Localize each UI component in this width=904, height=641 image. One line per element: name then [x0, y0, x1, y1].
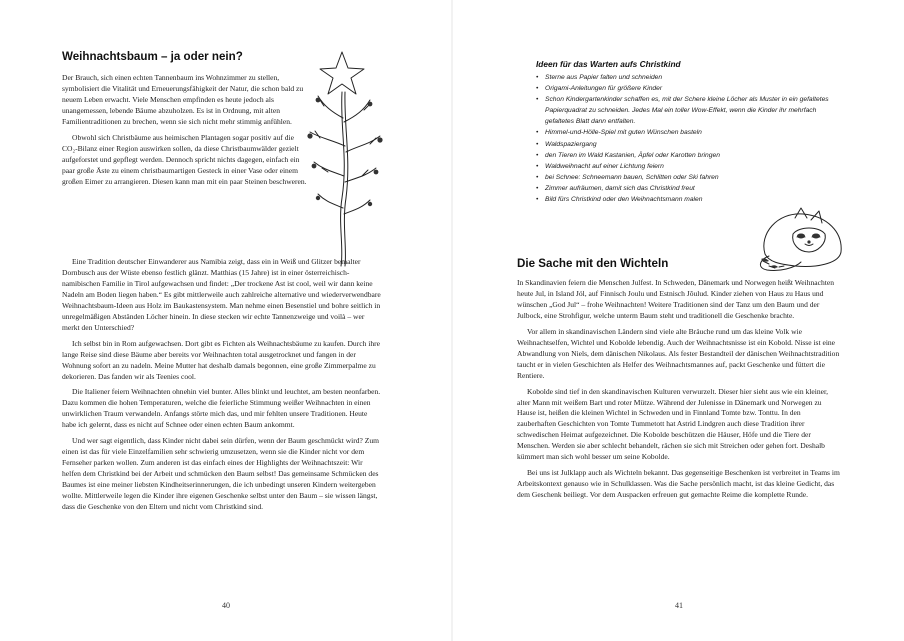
raccoon-body	[764, 214, 841, 267]
right-paragraph-1: In Skandinavien feiern die Menschen Julfest. In Schweden, Dänemark und Norwegen heißt Weihnachten heute Jul, in Island Jól, auf Finnisch Joulu und Estnisch Jõulud. Kinder ziehen von Haus zu Haus und wünschen „God Jul“ – frohe Weihnachten! Weitere Traditionen sind der Tanz um den Baum und der Julbock, eine Strohfigur, welche unterm Baum steht und traditionell die Geschenke brachte.	[517, 278, 834, 320]
bullet-icon: •	[536, 151, 539, 159]
idea-item: • den Tieren im Wald Kastanien, Äpfel oder Karotten bringen	[536, 150, 836, 161]
left-paragraph-1: Der Brauch, sich einen echten Tannenbaum ins Wohnzimmer zu stellen, symbolisiert die Vitalität und Erneuerungsfähigkeit der Natur, die schon bald zu neuem Leben erwacht. Viele Menschen empfinden es heute jedoch als unangemessen, lebende Bäume abzuholzen. Es ist in Ordnung, mit alten Familientraditionen zu brechen, wenn sie sich nicht mehr stimmig anfühlen.	[62, 73, 304, 126]
bullet-icon: •	[536, 85, 539, 93]
ideas-heading: Ideen für das Warten aufs Christkind	[536, 59, 681, 69]
idea-item: • Origami-Anleitungen für größere Kinder	[536, 83, 836, 94]
right-page-heading: Die Sache mit den Wichteln	[517, 257, 669, 270]
idea-item: • Zimmer aufräumen, damit sich das Christkind freut	[536, 183, 836, 194]
right-paragraph-4: Bei uns ist Julklapp auch als Wichteln bekannt. Das gegenseitige Beschenken ist verbreitet in Teams im Arbeitskontext genauso wie in Schulklassen. Was die Sache persönlich macht, ist das kleine Gedicht, das dem Geschenk beiliegt. Vor dem Auspacken erfreuen gut gemachte Reime die komplette Runde.	[517, 468, 840, 500]
idea-item: • Waldspaziergang	[536, 139, 836, 150]
ornament	[307, 133, 312, 138]
ornament	[368, 202, 372, 206]
ornament	[374, 170, 379, 175]
raccoon-ear	[795, 208, 807, 218]
ideas-list	[536, 72, 836, 205]
sleeping-raccoon-illustration	[755, 204, 850, 272]
right-text	[517, 278, 841, 501]
left-paragraph-4: Ich selbst bin in Rom aufgewachsen. Dort gibt es Fichten als Weihnachtsbäume zu kaufen. Durch ihre lange Reise sind diese Bäume aber bereits vor Weihnachten total ausgetrocknet und fangen in der Wohnung sofort an zu nadeln. Meine Mutter hat deshalb damals begonnen, eine große Zimmerpalme zu dekorieren. Das fanden wir als Teenies cool.	[62, 338, 380, 381]
book-gutter	[451, 0, 453, 641]
ornament	[316, 98, 321, 103]
idea-item: • Himmel-und-Hölle-Spiel mit guten Wünschen basteln	[536, 127, 836, 138]
star-outline	[320, 52, 364, 94]
left-paragraph-2: Obwohl sich Christbäume aus heimischen Plantagen sogar positiv auf die CO₂-Bilanz einer Region auswirken sollen, da diese Christbaumwälder gezielt aufgeforstet und gepflegt werden. Dennoch spricht nichts dagegen, einfach ein paar große Äste zu einem christbaumartigen Gesteck in einer Vase oder einem großen Eimer zu arrangieren. Diesen kann man mit ein paar Steinen beschweren.	[62, 132, 307, 186]
tree-trunk-2	[344, 92, 347, 266]
bullet-icon: •	[536, 196, 539, 204]
left-text-bottom	[62, 257, 382, 513]
left-paragraph-3: Eine Tradition deutscher Einwanderer aus Namibia zeigt, dass ein in Weiß und Glitzer bemalter Dornbusch aus der Wüste ebenso festlich glänzt. Matthias (15 Jahre) ist in einer österreichisch-namibischen Familie in Tirol aufgewachsen und findet: „Der trockene Ast ist cool, weil wir dann keine Nadeln am Boden liegen haben.“ Es gibt mittlerweile auch zahlreiche alternative und wiederverwendbare Weihnachtsbaum-Ideen aus Holz im Baukastensystem. Man nehme einen Besenstiel und bohre seitlich in unregelmäßigen Abständen Löcher hinein. In diese stecken wir echte Tannenzweige und voilà – wer merkt den Unterschied?	[62, 257, 381, 332]
raccoon-face	[793, 228, 826, 252]
branch-tree-illustration	[298, 48, 386, 268]
bullet-icon: •	[536, 162, 539, 170]
bullet-icon: •	[536, 96, 539, 104]
ornament	[368, 102, 373, 107]
left-page-heading: Weihnachtsbaum – ja oder nein?	[62, 50, 243, 63]
bullet-icon: •	[536, 74, 539, 81]
ornament	[316, 196, 320, 200]
idea-item: • Sterne aus Papier falten und schneiden	[536, 72, 836, 83]
left-text-top	[62, 73, 308, 188]
right-paragraph-2: Vor allem in skandinavischen Ländern sind viele alte Bräuche rund um das kleine Volk wie Weihnachtselfen, Wichtel und Kobolde lebendig. Auch der Weihnachtsnisse ist ein Kobold. Nisse ist eine Abwandlung von Niels, dem dänischen Nikolaus. Als fester Bestandteil der dänischen Weihnachtstradition taucht er in vielen Geschichten als Helfer des Weihnachtsmannes auf, packt Geschenke und füttert die Rentiere.	[517, 326, 840, 380]
bullet-icon: •	[536, 129, 539, 137]
bullet-icon: •	[536, 173, 539, 181]
idea-item: • bei Schnee: Schneemann bauen, Schlitten oder Ski fahren	[536, 172, 836, 183]
idea-item: • Bild fürs Christkind oder den Weihnachtsmann malen	[536, 194, 836, 205]
ornament	[377, 137, 382, 142]
bullet-icon: •	[536, 184, 539, 192]
bullet-icon: •	[536, 140, 539, 148]
idea-item: • Waldweihnacht auf einer Lichtung feiern	[536, 161, 836, 172]
left-paragraph-5: Die Italiener feiern Weihnachten ohnehin viel bunter. Alles blinkt und leuchtet, am besten neonfarben. Dazu kommen die hohen Temperaturen, welche die feierliche Stimmung weißer Weihnachten in einen unwirklichen Traum verwandeln. Anfangs störte mich das, und mir fehlten unsere Traditionen. Heute habe ich gelernt, dass es nicht auf Schnee oder einen echten Baum ankommt.	[62, 387, 381, 430]
right-page-number: 41	[675, 601, 683, 610]
right-paragraph-3: Kobolde sind tief in den skandinavischen Kulturen verwurzelt. Dieser hier sieht aus wie ein kleiner, alter Mann mit weißem Bart und roter Mütze. Während der Julenisse in Dänemark und Norwegen zu Hause ist, heißen die kleinen Wichtel in Schweden und in Finnland Tomte bzw. Tonttu. In den zauberhaften Geschichten von Tomte Tummetott hat Astrid Lindgren auch diese Tradition ihrer schwedischen Heimat aufgezeichnet. Die Kobolde beschützen die Häuser, Höfe und die Tiere der Menschen. Werden sie aber schlecht behandelt, rächen sie sich mit Streichen oder gehen fort. Deshalb kümmert man sich wohl besser um seine Kobolde.	[517, 386, 829, 462]
left-paragraph-6: Und wer sagt eigentlich, dass Kinder nicht dabei sein dürfen, wenn der Baum geschmückt wird? Zum einen ist das für viele Einzelfamilien sehr schwierig umzusetzen, wenn sie die Kinder nicht vor dem Fernseher parken wollen. Zum anderen ist das einfach eines der Highlights der Weihnachtszeit: Wir helfen dem Christkind bei der Arbeit und schmücken den Baum selbst! Das gemeinsame Schmücken des Baumes ist eine meiner liebsten Kindheitserinnerungen, die ich unbedingt unseren Kindern weitergeben wollte. Mittlerweile legen die Kinder ihre eigenen Geschenke selbst unter den Baum – sie wissen längst, dass die Geschenke von den Eltern und nicht vom Christkind sind.	[62, 436, 380, 512]
idea-item: • Schon Kindergartenkinder schaffen es, mit der Schere kleine Löcher als Muster in ein gefaltetes Papierquadrat zu schneiden. Jedes Mal ein toller Wow-Effekt, wenn die Kinder ihr mehrfach gefaltetes Blatt dann entfalten.	[536, 96, 829, 126]
left-page-number: 40	[222, 601, 230, 610]
ornament	[312, 164, 317, 169]
